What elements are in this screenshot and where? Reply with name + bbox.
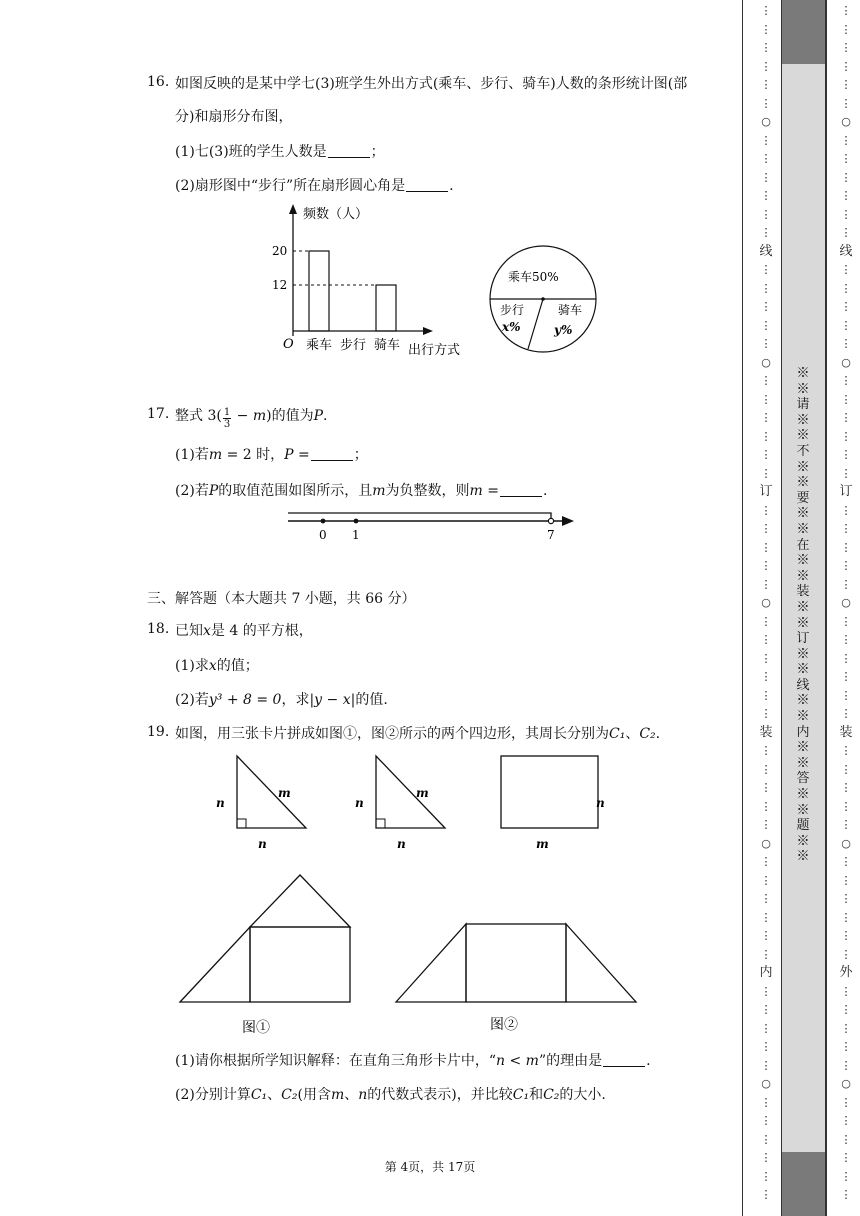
text: ，求 — [281, 692, 310, 708]
binding-dots: ⋮ — [760, 522, 772, 535]
binding-dots: ⋮ — [840, 1132, 852, 1146]
text: (2)若 — [175, 692, 209, 708]
binding-dots: ⋮ — [840, 781, 852, 794]
absolute-expression: |y − x| — [309, 692, 356, 708]
var-m: m — [372, 483, 386, 499]
text: 、 — [625, 726, 640, 742]
answer-blank[interactable] — [328, 143, 370, 158]
binding-dots: ⋮ — [840, 318, 852, 332]
text: 的取值范围如图所示，且 — [218, 483, 373, 499]
ytick-12: 12 — [272, 278, 288, 292]
binding-dots: ⋮ — [840, 1114, 852, 1127]
text: . — [646, 1053, 651, 1069]
binding-dots: ⋮ — [760, 1169, 772, 1183]
text: 、 — [267, 1087, 282, 1103]
fraction-one-third — [223, 407, 231, 430]
binding-dots: ⋮ — [760, 929, 772, 942]
binding-dots: ⋮ — [840, 633, 852, 646]
fig1-caption: 图① — [242, 1020, 270, 1036]
triangle-card-2 — [376, 756, 445, 828]
var-x: x — [208, 658, 217, 674]
text: ； — [353, 447, 368, 463]
frac-numerator: 1 — [223, 407, 231, 418]
binding-dots: ⋮ — [840, 522, 852, 535]
q18-sub2 — [175, 690, 388, 710]
text: 是 4 的平方根， — [210, 623, 313, 639]
binding-dots: ⋮ — [760, 4, 772, 17]
label-n: n — [355, 796, 364, 810]
answer-blank[interactable] — [311, 446, 353, 461]
text: 的代数式表示)，并比较 — [367, 1087, 513, 1103]
binding-dots: ⋮ — [760, 892, 772, 905]
q17-sub2 — [175, 481, 547, 501]
var-C2: C₂ — [543, 1087, 560, 1103]
binding-char: 订 — [839, 484, 853, 499]
binding-dots: ⋮ — [840, 577, 852, 591]
inner-binding-column — [758, 4, 774, 1207]
label-0: 0 — [319, 528, 327, 542]
binding-circle-icon: ○ — [841, 836, 851, 850]
binding-dots: ⋮ — [840, 41, 852, 54]
binding-dots: ⋮ — [840, 392, 852, 406]
var-m: m — [252, 408, 267, 424]
binding-dots: ⋮ — [840, 78, 852, 91]
binding-dots: ⋮ — [840, 651, 852, 665]
binding-dots: ⋮ — [760, 226, 772, 239]
binding-dots: ⋮ — [760, 818, 772, 831]
binding-dots: ⋮ — [840, 59, 852, 73]
text: (1)求 — [175, 658, 209, 674]
binding-dots: ⋮ — [760, 707, 772, 720]
binding-circle-icon: ○ — [841, 1077, 851, 1090]
xtick-chengche: 乘车 — [306, 338, 333, 353]
binding-dots: ⋮ — [760, 855, 772, 868]
binding-char: 内 — [759, 965, 773, 980]
binding-dots: ⋮ — [760, 78, 772, 91]
binding-dots: ⋮ — [840, 300, 852, 313]
binding-dots: ⋮ — [760, 1021, 772, 1035]
binding-dots: ⋮ — [840, 892, 852, 905]
fig1-left-triangle — [180, 927, 250, 1002]
binding-dots: ⋮ — [840, 670, 852, 683]
q19-sub1 — [175, 1051, 651, 1071]
binding-dots: ⋮ — [840, 947, 852, 961]
text: ”的理由是 — [538, 1053, 603, 1069]
text: (2)分别计算 — [175, 1087, 251, 1103]
binding-dots: ⋮ — [760, 374, 772, 387]
text: 和 — [529, 1087, 544, 1103]
outer-binding-column — [838, 4, 854, 1207]
binding-dots: ⋮ — [840, 263, 852, 276]
binding-char: 订 — [759, 484, 773, 499]
binding-dots: ⋮ — [840, 22, 852, 36]
number-line — [280, 505, 580, 545]
binding-dots: ⋮ — [840, 207, 852, 221]
binding-dots: ⋮ — [760, 873, 772, 887]
point-1 — [354, 519, 359, 524]
frac-denominator: 3 — [223, 419, 231, 430]
q16-number: 16. — [147, 74, 170, 90]
binding-dots: ⋮ — [840, 984, 852, 998]
binding-dots: ⋮ — [840, 540, 852, 554]
text: = — [293, 447, 310, 463]
answer-blank[interactable] — [603, 1052, 645, 1067]
q17-sub1 — [175, 445, 368, 465]
binding-dots: ⋮ — [760, 577, 772, 591]
binding-dots: ⋮ — [760, 170, 772, 184]
binding-dots: ⋮ — [840, 1058, 852, 1072]
binding-margin — [742, 0, 860, 1216]
var-C1: C₁ — [512, 1087, 530, 1103]
binding-dots: ⋮ — [760, 318, 772, 332]
binding-dots: ⋮ — [760, 448, 772, 461]
q17-stem-text: 整式 3( — [175, 408, 222, 424]
var-P: P — [284, 447, 294, 463]
binding-dots: ⋮ — [840, 744, 852, 757]
binding-circle-icon: ○ — [761, 355, 771, 369]
pie-center — [541, 297, 545, 301]
binding-circle-icon: ○ — [841, 115, 851, 128]
binding-dots: ⋮ — [840, 281, 852, 295]
binding-dots: ⋮ — [760, 300, 772, 313]
right-angle-mark — [237, 819, 246, 828]
binding-dots: ⋮ — [760, 263, 772, 276]
binding-dots: ⋮ — [760, 22, 772, 36]
x-axis-arrow — [423, 327, 433, 335]
text: 的值； — [216, 658, 259, 674]
rectangle-card — [501, 756, 598, 828]
binding-dots: ⋮ — [840, 762, 852, 776]
pie-label-qiche: 骑车 — [558, 303, 583, 317]
binding-dots: ⋮ — [840, 559, 852, 572]
binding-dots: ⋮ — [760, 1132, 772, 1146]
pie-value-x: x% — [502, 320, 521, 334]
binding-dots: ⋮ — [760, 910, 772, 924]
binding-dots: ⋮ — [840, 818, 852, 831]
binding-dots: ⋮ — [840, 929, 852, 942]
bar-chengche — [309, 251, 329, 331]
binding-dots: ⋮ — [840, 337, 852, 350]
q19-number: 19. — [147, 724, 170, 740]
binding-dots: ⋮ — [840, 1169, 852, 1183]
text: . — [655, 726, 661, 742]
text: . — [543, 483, 548, 499]
bar-qiche — [376, 285, 396, 331]
binding-dots: ⋮ — [840, 152, 852, 165]
var-C1: C₁ — [250, 1087, 268, 1103]
right-angle-mark — [376, 819, 385, 828]
point-0 — [321, 519, 326, 524]
pie-chart — [486, 245, 606, 360]
xtick-buxing: 步行 — [340, 338, 367, 353]
binding-circle-icon: ○ — [841, 596, 851, 609]
var-m: m — [330, 1087, 345, 1103]
q17-stem — [175, 406, 327, 430]
page-footer: 第 4页，共 17页 — [384, 1160, 476, 1174]
fig2-right-triangle — [566, 924, 636, 1002]
q16-sub2-text: (2)扇形图中“步行”所在扇形圆心角是 — [175, 178, 406, 194]
binding-dots: ⋮ — [840, 873, 852, 887]
binding-border — [825, 0, 826, 1216]
strip-top-block — [782, 0, 826, 64]
q16-sub2 — [175, 176, 454, 196]
q17-number: 17. — [147, 406, 170, 422]
q17-stem-text2: )的值为 — [266, 408, 314, 424]
binding-dots: ⋮ — [760, 1188, 772, 1201]
binding-dots: ⋮ — [760, 337, 772, 350]
text: = — [482, 483, 500, 499]
binding-dots: ⋮ — [840, 1188, 852, 1201]
binding-dots: ⋮ — [760, 1058, 772, 1072]
binding-dots: ⋮ — [760, 1040, 772, 1053]
composed-figures — [170, 868, 650, 1038]
binding-dots: ⋮ — [760, 540, 772, 554]
binding-dots: ⋮ — [760, 1151, 772, 1164]
label-7: 7 — [547, 528, 555, 542]
binding-dots: ⋮ — [840, 189, 852, 202]
text: 的值. — [355, 692, 388, 708]
var-P: P — [313, 408, 324, 424]
var-C2: C₂ — [281, 1087, 298, 1103]
binding-dots: ⋮ — [760, 670, 772, 683]
ytick-20: 20 — [272, 244, 288, 258]
binding-dots: ⋮ — [840, 429, 852, 443]
binding-dots: ⋮ — [760, 762, 772, 776]
binding-char: 线 — [839, 243, 853, 259]
q16-sub1 — [175, 142, 385, 162]
binding-dots: ⋮ — [760, 59, 772, 73]
xtick-qiche: 骑车 — [374, 338, 401, 353]
fig1-rectangle — [250, 927, 350, 1002]
binding-dots: ⋮ — [760, 1095, 772, 1109]
answer-blank[interactable] — [500, 482, 542, 497]
answer-blank[interactable] — [406, 177, 448, 192]
fig2-rectangle — [466, 924, 566, 1002]
binding-dots: ⋮ — [760, 392, 772, 406]
q19-sub2 — [175, 1085, 606, 1105]
binding-char: 装 — [759, 724, 773, 740]
range-bracket — [288, 513, 551, 521]
binding-dots: ⋮ — [840, 614, 852, 628]
text: 、 — [344, 1087, 359, 1103]
binding-dots: ⋮ — [840, 1021, 852, 1035]
binding-dots: ⋮ — [760, 984, 772, 998]
x-axis-label: 出行方式 — [408, 343, 461, 358]
text: 的大小. — [559, 1087, 606, 1103]
q17-minus: − — [232, 408, 253, 424]
binding-dots: ⋮ — [840, 448, 852, 461]
fig2-left-triangle — [396, 924, 466, 1002]
q16-sub1-text: (1)七(3)班的学生人数是 — [175, 144, 327, 160]
origin-label: O — [283, 337, 294, 352]
binding-dots: ⋮ — [760, 411, 772, 424]
var-P: P — [208, 483, 219, 499]
binding-dots: ⋮ — [760, 503, 772, 517]
text: (用含 — [297, 1087, 331, 1103]
bar-chart — [255, 200, 475, 360]
q18-sub1 — [175, 656, 259, 676]
q16-sub2-suffix: . — [449, 178, 454, 194]
binding-dots: ⋮ — [760, 466, 772, 480]
text: = 2 时， — [222, 447, 285, 463]
binding-dots: ⋮ — [760, 781, 772, 794]
y-axis-arrow — [289, 204, 297, 214]
var-m: m — [469, 483, 483, 499]
binding-dots: ⋮ — [760, 799, 772, 813]
label-n: n — [596, 796, 605, 810]
endpoint-7 — [548, 518, 553, 523]
binding-dots: ⋮ — [760, 133, 772, 147]
q18-number: 18. — [147, 621, 170, 637]
text: (1)请你根据所学知识解释：在直角三角形卡片中，“ — [175, 1053, 496, 1069]
text: (1)若 — [175, 447, 209, 463]
binding-dots: ⋮ — [840, 1095, 852, 1109]
text: (2)若 — [175, 483, 209, 499]
binding-dots: ⋮ — [760, 41, 772, 54]
binding-dots: ⋮ — [760, 559, 772, 572]
var-n: n — [358, 1087, 368, 1103]
equation: y³ + 8 = 0 — [208, 692, 282, 708]
var-m: m — [208, 447, 223, 463]
binding-char: 外 — [839, 965, 853, 980]
number-line-arrow — [562, 516, 574, 526]
fig1-top-triangle — [250, 875, 350, 927]
fig2-caption: 图② — [490, 1017, 518, 1033]
q18-stem — [175, 621, 313, 641]
pie-value-y: y% — [554, 323, 573, 337]
binding-dots: ⋮ — [760, 1114, 772, 1127]
q17-period: . — [323, 408, 328, 424]
binding-dots: ⋮ — [840, 226, 852, 239]
text: 为负整数，则 — [385, 483, 470, 499]
var-C2: C₂ — [639, 726, 656, 742]
binding-dots: ⋮ — [760, 1003, 772, 1016]
triangle-card-1 — [237, 756, 306, 828]
label-n: n — [258, 837, 267, 851]
binding-dots: ⋮ — [760, 744, 772, 757]
inequality: n < m — [496, 1053, 539, 1069]
binding-circle-icon: ○ — [761, 596, 771, 609]
text: 已知 — [175, 623, 203, 639]
binding-dots: ⋮ — [840, 133, 852, 147]
q16-stem-line2: 分)和扇形分布图， — [175, 109, 293, 125]
binding-circle-icon: ○ — [761, 115, 771, 128]
pie-label-chengche: 乘车50% — [508, 270, 559, 284]
binding-dots: ⋮ — [840, 4, 852, 17]
label-n: n — [216, 796, 225, 810]
label-m: m — [278, 786, 291, 800]
strip-bottom-block — [782, 1152, 826, 1216]
binding-dots: ⋮ — [840, 170, 852, 184]
binding-dots: ⋮ — [840, 1151, 852, 1164]
binding-dots: ⋮ — [760, 633, 772, 646]
y-axis-label: 频数（人） — [303, 207, 369, 222]
var-C1: C₁ — [609, 726, 626, 742]
binding-char: 线 — [759, 243, 773, 259]
binding-dots: ⋮ — [840, 96, 852, 110]
binding-dots: ⋮ — [760, 281, 772, 295]
binding-dots: ⋮ — [840, 910, 852, 924]
pie-label-buxing: 步行 — [500, 303, 525, 317]
binding-dots: ⋮ — [760, 429, 772, 443]
binding-dots: ⋮ — [760, 614, 772, 628]
binding-circle-icon: ○ — [841, 355, 851, 369]
binding-dots: ⋮ — [840, 411, 852, 424]
label-m: m — [536, 837, 549, 851]
binding-dots: ⋮ — [840, 855, 852, 868]
label-m: m — [416, 786, 429, 800]
binding-dots: ⋮ — [840, 1040, 852, 1053]
binding-dots: ⋮ — [760, 189, 772, 202]
binding-dots: ⋮ — [760, 651, 772, 665]
binding-circle-icon: ○ — [761, 1077, 771, 1090]
q16-sub1-suffix: ； — [370, 144, 385, 160]
binding-circle-icon: ○ — [761, 836, 771, 850]
binding-dots: ⋮ — [840, 707, 852, 720]
section-title: 三、解答题（本大题共 7 小题，共 66 分） — [147, 591, 416, 607]
binding-dots: ⋮ — [840, 466, 852, 480]
text: 如图，用三张卡片拼成如图①，图②所示的两个四边形，其周长分别为 — [175, 726, 609, 742]
binding-border — [742, 0, 743, 1216]
binding-dots: ⋮ — [760, 947, 772, 961]
q19-stem — [175, 724, 660, 744]
binding-char: 装 — [839, 724, 853, 740]
binding-dots: ⋮ — [840, 688, 852, 702]
binding-dots: ⋮ — [840, 1003, 852, 1016]
binding-dots: ⋮ — [840, 799, 852, 813]
label-1: 1 — [352, 528, 360, 542]
cards-figure — [200, 745, 620, 860]
label-n: n — [397, 837, 406, 851]
binding-dots: ⋮ — [760, 688, 772, 702]
q16-stem-line1: 如图反映的是某中学七(3)班学生外出方式(乘车、步行、骑车)人数的条形统计图(部 — [175, 76, 688, 92]
var-x: x — [203, 623, 211, 639]
binding-dots: ⋮ — [760, 152, 772, 165]
binding-dots: ⋮ — [760, 207, 772, 221]
binding-dots: ⋮ — [760, 96, 772, 110]
binding-dots: ⋮ — [840, 374, 852, 387]
binding-dots: ⋮ — [840, 503, 852, 517]
pie-divider — [528, 299, 543, 349]
binding-warning: ※※请※※不※※要※※在※※装※※订※※线※※内※※答※※题※※ — [796, 366, 810, 865]
